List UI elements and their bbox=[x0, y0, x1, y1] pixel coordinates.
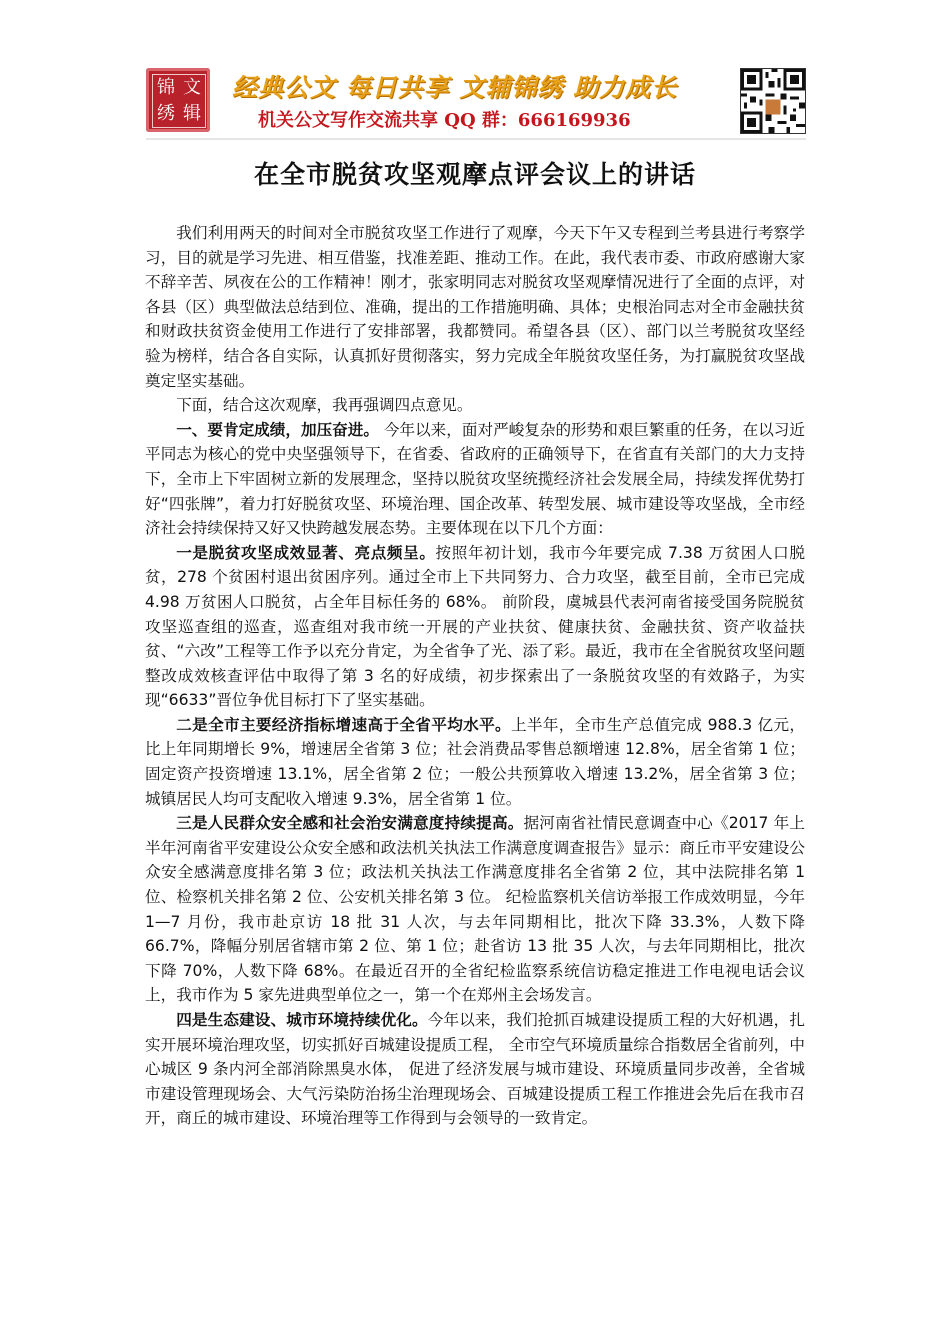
paragraph: 我们利用两天的时间对全市脱贫攻坚工作进行了观摩，今天下午又专程到兰考县进行考察学习，目的就是学习先进、相互借鉴，找准差距、推动工作。在此，我代表市委、市政府感谢大家不辞辛苦、夙夜在公的工作精神！刚才，张家明同志对脱贫攻坚观摩情况进行了全面的点评，对各县（区）典型做法总结到位、准确，提出的工作措施明确、具体；史根治同志对全市金融扶贫和财政扶贫资金使用工作进行了安排部署，我都赞同。希望各县（区）、部门以兰考脱贫攻坚经验为榜样，结合各自实际，认真抓好贯彻落实，努力完成全年脱贫攻坚任务，为打赢脱贫攻坚战奠定坚实基础。 bbox=[145, 224, 805, 390]
seal-char: 文 bbox=[183, 77, 201, 98]
paragraph: 三是人民群众安全感和社会治安满意度持续提高。据河南省社情民意调查中心《2017 年上半年河南省平安建设公众安全感和政法机关执法工作满意度调查报告》显示：商丘市平安建设公众安全感满意度排名第 3 位；政法机关执法工作满意度排名全省第 2 位，其中法院排名第 1 位、检察机关排名第 2 位、公安机关排名第 3 位。 纪检监察机关信访举报工作成效明显，今年 1—7 月份，我市赴京访 18 批 31 人次，与去年同期相比，批次下降 33.3%，人数下降 66.7%，降幅分别居省辖市第 2 位、第 1 位；赴省访 13 批 35 人次，与去年同期相比，批次下降 70%，人数下降 68%。在最近召开的全省纪检监察系统信访稳定推进工作电视电话会议上，我市作为 5 家先进典型单位之一，第一个在郑州主会场发言。 bbox=[145, 814, 805, 1005]
logo-seal bbox=[146, 68, 210, 132]
paragraph-heading: 一、要肯定成绩，加压奋进。 bbox=[176, 420, 379, 439]
paragraph-heading: 一是脱贫攻坚成效显著、亮点频呈。 bbox=[176, 543, 436, 562]
qq-group-line: 机关公文写作交流共享 QQ 群：666169936 bbox=[258, 110, 631, 131]
seal-char: 锦 bbox=[157, 77, 175, 98]
paragraph: 二是全市主要经济指标增速高于全省平均水平。上半年，全市生产总值完成 988.3 亿元，比上年同期增长 9%，增速居全省第 3 位；社会消费品零售总额增速 12.8%，居全省第 1 位；固定资产投资增速 13.1%，居全省第 2 位；一般公共预算收入增速 13.2%，居全省第 3 位；城镇居民人均可支配收入增速 9.3%，居全省第 1 位。 bbox=[145, 715, 805, 808]
header-divider bbox=[146, 138, 806, 140]
paragraph-heading: 四是生态建设、城市环境持续优化。 bbox=[176, 1011, 428, 1029]
header-slogan: 经典公文 每日共享 文辅锦绣 助力成长 bbox=[232, 73, 678, 102]
header-banner bbox=[146, 66, 806, 136]
paragraph: 四是生态建设、城市环境持续优化。今年以来，我们抢抓百城建设提质工程的大好机遇，扎实开展环境治理攻坚，切实抓好百城建设提质工程， 全市空气环境质量综合指数居全省前列，中心城区 9 条内河全部消除黑臭水体， 促进了经济发展与城市建设、环境质量同步改善，全省城市建设管理现场会、大气污染防治扬尘治理现场会、百城建设提质工程工作推进会先后在我市召开，商丘的城市建设、环境治理等工作得到与会领导的一致肯定。 bbox=[145, 1011, 805, 1128]
paragraph: 下面，结合这次观摩，我再强调四点意见。 bbox=[176, 396, 473, 415]
qr-code-icon bbox=[740, 68, 806, 134]
paragraph: 一是脱贫攻坚成效显著、亮点频呈。按照年初计划，我市今年要完成 7.38 万贫困人口脱贫，278 个贫困村退出贫困序列。通过全市上下共同努力、合力攻坚，截至目前，全市已完成 4.98 万贫困人口脱贫，占全年目标任务的 68%。 前阶段，虞城县代表河南省接受国务院脱贫攻坚巡查组的巡查，巡查组对我市统一开展的产业扶贫、健康扶贫、金融扶贫、资产收益扶贫、“六改”工程等工作予以充分肯定，为全省争了光、添了彩。最近，我市在全省脱贫攻坚问题整改成效核查评估中取得了第 3 名的好成绩，初步探索出了一条脱贫攻坚的有效路子，为实现“6633”晋位争优目标打下了坚实基础。 bbox=[145, 543, 805, 710]
paragraph-heading: 二是全市主要经济指标增速高于全省平均水平。 bbox=[176, 715, 511, 734]
document-title: 在全市脱贫攻坚观摩点评会议上的讲话 bbox=[253, 160, 696, 189]
seal-char: 绣 bbox=[157, 103, 175, 124]
document-body bbox=[145, 221, 805, 1131]
paragraph: 一、要肯定成绩，加压奋进。 今年以来，面对严峻复杂的形势和艰巨繁重的任务，在以习近平同志为核心的党中央坚强领导下，在省委、省政府的正确领导下，在省直有关部门的大力支持下，全市上下牢固树立新的发展理念，坚持以脱贫攻坚统揽经济社会发展全局，持续发挥优势打好“四张牌”，着力打好脱贫攻坚、环境治理、国企改革、转型发展、城市建设等攻坚战，全市经济社会持续保持又好又快跨越发展态势。主要体现在以下几个方面： bbox=[145, 420, 805, 538]
seal-char: 辑 bbox=[183, 103, 201, 124]
paragraph-heading: 三是人民群众安全感和社会治安满意度持续提高。 bbox=[176, 814, 524, 833]
